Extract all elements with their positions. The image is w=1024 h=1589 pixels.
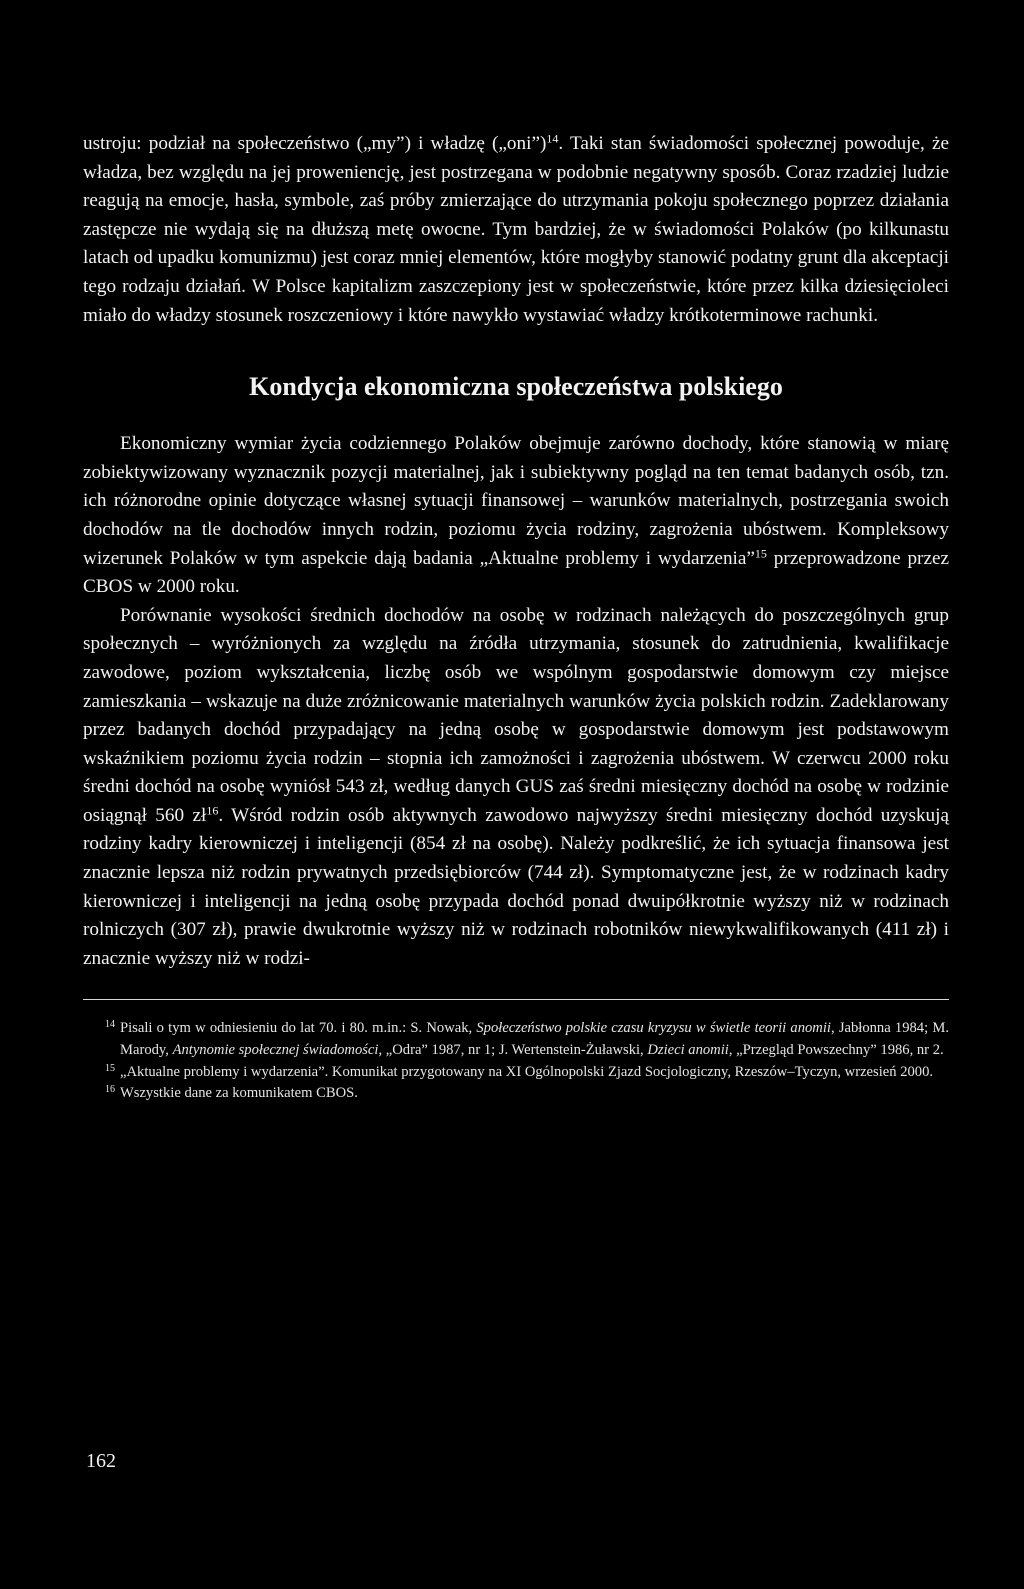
footnote-text: , Jabłonna 1984; M. Marody, <box>120 1020 949 1059</box>
body-paragraph-2 <box>83 602 949 974</box>
paragraph-text: Ekonomiczny wymiar życia codziennego Polaków obejmuje zarówno dochody, które stanowią w miarę zobiektywizowany wyznacznik pozycji materialnej, jak i subiektywny pogląd na ten temat badanych osób, tzn. ich różnorodne opinie dotyczące własnej sytuacji finansowej – warunków materialnych, postrzegania swoich dochodów na tle dochodów innych rodzin, poziomu życia rodziny, zagrożenia ubóstwem. Kompleksowy wizerunek Polaków w tym aspekcie dają badania „Aktualne problemy i wydarzenia” <box>83 433 949 569</box>
footnote-text: Pisali o tym w odniesieniu do lat 70. i 80. m.in.: S. Nowak, <box>120 1020 477 1037</box>
footnote-ref-14[interactable]: 14 <box>546 131 559 146</box>
footnote-number: 14 <box>105 1019 115 1031</box>
footnote-title: Antynomie społecznej świadomości <box>172 1042 379 1059</box>
footnote-ref-16[interactable]: 16 <box>206 803 219 818</box>
paragraph-text: przeprowadzone przez CBOS w 2000 roku. <box>83 547 949 598</box>
footnote-number: 15 <box>105 1062 115 1074</box>
footnote-15 <box>83 1062 949 1084</box>
paragraph-text: . Wśród rodzin osób aktywnych zawodowo najwyższy średni miesięczny dochód uzyskują rodziny kadry kierowniczej i inteligencji (854 zł na osobę). Należy podkreślić, że ich sytuacja finansowa jest znacznie lepsza niż rodzin prywatnych przedsiębiorców (744 zł). Symptomatyczne jest, że w rodzinach kadry kierowniczej i inteligencji na jedną osobę przypada dochód ponad dwuipółkrotnie wyższy niż w rodzinach rolniczych (307 zł), prawie dwukrotnie wyższy niż w rodzinach robotników niewykwalifikowanych (411 zł) i znacznie wyższy niż w rodzi- <box>83 804 949 969</box>
page-body <box>83 130 949 1105</box>
footnote-number: 16 <box>105 1084 115 1096</box>
footnote-text: Wszystkie dane za komunikatem CBOS. <box>120 1085 358 1102</box>
footnote-title: Społeczeństwo polskie czasu kryzysu w świetle teorii anomii <box>476 1020 831 1037</box>
body-paragraph-1 <box>83 430 949 602</box>
footnote-title: Dzieci anomii <box>647 1042 729 1059</box>
footnote-text: , „Przegląd Powszechny” 1986, nr 2. <box>728 1042 944 1059</box>
footnote-14 <box>83 1018 949 1061</box>
paragraph-text: . Taki stan świadomości społecznej powoduje, że władza, bez względu na jej proweniencję, jest postrzegana w podobnie negatywny sposób. Coraz rzadziej ludzie reagują na emocje, hasła, symbole, zaś próby zmierzające do utrzymania pokoju społecznego poprzez działania zastępcze nie wydają się na dłuższą metę owocne. Tym bardziej, że w świadomości Polaków (po kilkunastu latach od upadku komunizmu) jest coraz mniej elementów, które mogłyby stanowić podatny grunt dla akceptacji tego rodzaju działań. W Polsce kapitalizm zaszczepiony jest w społeczeństwie, które przez kilka dziesięcioleci miało do władzy stosunek roszczeniowy i które nawykło wystawiać władzy krótkoterminowe rachunki. <box>83 133 949 326</box>
footnote-ref-15[interactable]: 15 <box>754 545 767 560</box>
paragraph-text: Porównanie wysokości średnich dochodów na osobę w rodzinach należących do poszczególnych grup społecznych – wyróżnionych za względu na źródła utrzymania, stosunek do zatrudnienia, kwalifikacje zawodowe, poziom wykształcenia, liczbę osób we wspólnym gospodarstwie domowym czy miejsce zamieszkania – wskazuje na duże zróżnicowanie materialnych warunków życia polskich rodzin. Zadeklarowany przez badanych dochód przypadający na jedną osobę w gospodarstwie domowym jest podstawowym wskaźnikiem poziomu życia rodzin – stopnia ich zamożności i zagrożenia ubóstwem. W czerwcu 2000 roku średni dochód na osobę wyniósł 543 zł, według danych GUS zaś średni miesięczny dochód na osobę w rodzinie osiągnął 560 zł <box>83 604 949 826</box>
footnote-divider <box>83 999 949 1000</box>
footnote-text: „Aktualne problemy i wydarzenia”. Komunikat przygotowany na XI Ogólnopolski Zjazd Socjologiczny, Rzeszów–Tyczyn, wrzesień 2000. <box>120 1063 934 1080</box>
section-heading: Kondycja ekonomiczna społeczeństwa polskiego <box>249 372 783 402</box>
paragraph-text: ustroju: podział na społeczeństwo („my”) i władzę („oni”) <box>83 133 547 154</box>
body-paragraph-intro <box>83 130 949 330</box>
footnotes <box>83 1018 949 1104</box>
page-number: 162 <box>86 1450 116 1472</box>
footnote-text: , „Odra” 1987, nr 1; J. Wertenstein-Żuławski, <box>378 1042 648 1059</box>
footnote-16 <box>83 1083 949 1105</box>
